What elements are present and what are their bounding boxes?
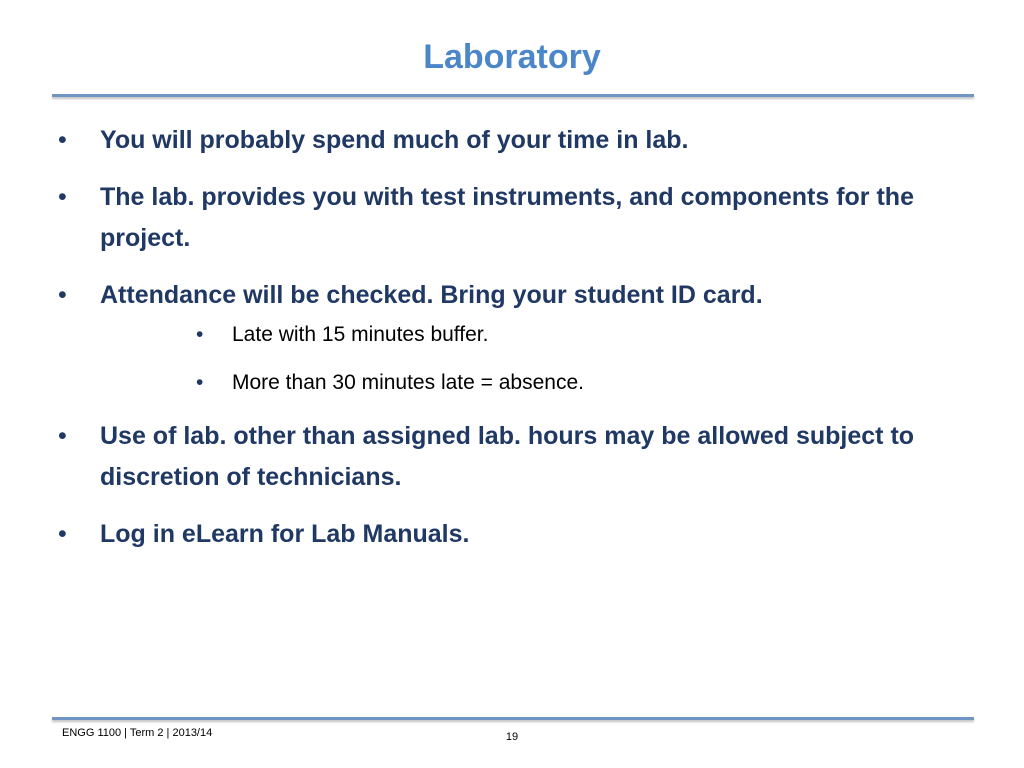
bullet-item [58,275,958,398]
page-number: 19 [505,731,519,743]
bullet-text: The lab. provides you with test instruments, and components for the project. [100,183,914,252]
bullet-text: Use of lab. other than assigned lab. hours may be allowed subject to discretion of technicians. [100,422,915,491]
bullet-item [58,514,958,555]
bullet-icon: • [58,183,67,211]
footer-course-info: ENGG 1100 | Term 2 | 2013/14 [62,727,213,739]
sub-bullet-text: More than 30 minutes late = absence. [232,371,584,394]
bullet-item [58,177,958,259]
bullet-item [58,416,958,498]
sub-bullet-item [100,368,958,398]
bullet-icon: • [58,520,67,548]
sub-bullet-icon: • [196,371,204,394]
bullet-list [58,120,958,571]
bullet-icon: • [58,422,67,450]
slide-title: Laboratory [423,38,601,76]
bullet-icon: • [58,126,67,154]
bullet-icon: • [58,281,67,309]
bullet-text: Log in eLearn for Lab Manuals. [100,520,470,548]
sub-bullet-text: Late with 15 minutes buffer. [232,323,489,346]
footer-divider [52,717,974,720]
bullet-item [58,120,958,161]
sub-bullet-list [100,320,958,398]
bullet-text: Attendance will be checked. Bring your student ID card. [100,281,763,309]
sub-bullet-item [100,320,958,350]
title-divider [52,94,974,97]
sub-bullet-icon: • [196,323,204,346]
bullet-text: You will probably spend much of your time in lab. [100,126,689,154]
